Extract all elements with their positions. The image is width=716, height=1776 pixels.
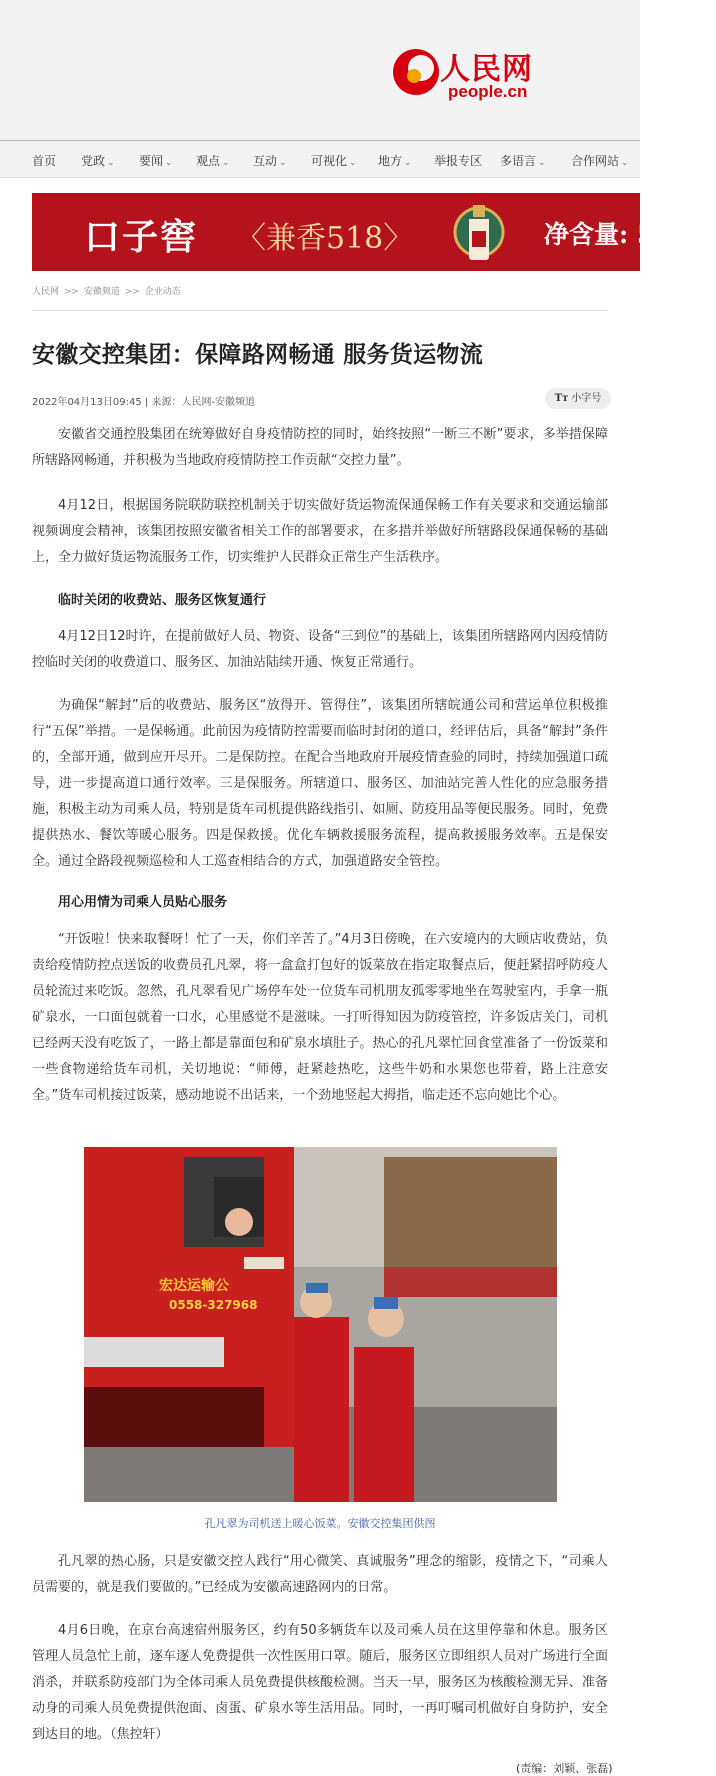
editor-credit: (责编：刘颖、张磊) (516, 1762, 613, 1775)
article-paragraph: “开饭啦！快来取餐呀！忙了一天，你们辛苦了。”4月3日傍晚，在六安境内的大顾店收费站，负责给疫情防控点送饭的收费员孔凡翠，将一盒盒打包好的饭菜放在指定取餐点后，便赶紧招呼防疫人员轮流过来吃饭。忽然，孔凡翠看见广场停车处一位货车司机朋友孤零零地坐在驾驶室内，手拿一瓶矿泉水，一口面包就着一口水，心里感觉不是滋味。一打听得知因为防疫管控，许多饭店关门，司机已经两天没有吃饭了，一路上都是靠面包和矿泉水填肚子。热心的孔凡翠忙回食堂准备了一份饭菜和一些食物递给货车司机，关切地说：“师傅，赶紧趁热吃，这些牛奶和水果您也带着，路上注意安全。”货车司机接过饭菜，感动地说不出话来，一个劲地竖起大拇指，临走还不忘向她比个心。 (32, 932, 608, 1103)
banner-brand: 口子窖 (84, 216, 199, 258)
nav-item-opinion[interactable]: 观点 ⌄ (196, 154, 230, 168)
chevron-down-icon: ⌄ (404, 158, 412, 168)
nav-item-news[interactable]: 要闻 ⌄ (139, 154, 173, 168)
nav-item-home[interactable]: 首页 (32, 154, 57, 168)
nav-item-partners[interactable]: 合作网站 ⌄ (571, 154, 629, 168)
font-size-label: 小字号 (571, 393, 602, 404)
chevron-down-icon: ⌄ (222, 158, 230, 168)
font-size-icon: Tт (554, 393, 569, 404)
breadcrumb (32, 284, 181, 297)
section-heading: 用心用情为司乘人员贴心服务 (58, 895, 228, 910)
breadcrumb-link-channel[interactable]: 安徽频道 (83, 287, 120, 297)
banner-product: 〈兼香518〉 (236, 221, 414, 256)
chevron-down-icon: ⌄ (349, 158, 357, 168)
photo-truck-phone: 0558-327968 (169, 1298, 258, 1312)
main-nav (0, 140, 640, 178)
photo-truck-label: 宏达运输公 (159, 1278, 229, 1294)
chevron-down-icon: ⌄ (621, 158, 629, 168)
site-header (0, 0, 640, 140)
chevron-down-icon: ⌄ (538, 158, 546, 168)
photo-caption: 孔凡翠为司机送上暖心饭菜。安徽交控集团供图 (204, 1517, 436, 1530)
nav-item-local[interactable]: 地方 ⌄ (378, 154, 412, 168)
breadcrumb-link-home[interactable]: 人民网 (32, 287, 60, 297)
article-paragraph: 孔凡翠的热心肠，只是安徽交控人践行“用心微笑、真诚服务”理念的缩影，疫情之下，“司乘人员需要的，就是我们要做的。”已经成为安徽高速路网内的日常。 (32, 1554, 608, 1595)
divider (32, 310, 608, 311)
nav-item-interact[interactable]: 互动 ⌄ (253, 154, 287, 168)
nav-item-party[interactable]: 党政 ⌄ (81, 154, 115, 168)
article-paragraph: 4月12日12时许，在提前做好人员、物资、设备“三到位”的基础上，该集团所辖路网内因疫情防控临时关闭的收费道口、服务区、加油站陆续开通、恢复正常通行。 (32, 629, 608, 670)
article-paragraph: 4月12日，根据国务院联防联控机制关于切实做好货运物流保通保畅工作有关要求和交通运输部视频调度会精神，该集团按照安徽省相关工作的部署要求，在多措并举做好所辖路段保通保畅的基础上，全力做好货运物流服务工作，切实维护人民群众正常生产生活秩序。 (32, 498, 608, 565)
nav-item-report[interactable]: 举报专区 (434, 154, 483, 168)
font-size-button[interactable] (545, 388, 611, 409)
logo-text-cn: 人民网 (440, 52, 533, 87)
section-heading: 临时关闭的收费站、服务区恢复通行 (58, 593, 267, 608)
article-meta: 2022年04月13日09:45 | 来源：人民网-安徽频道 (32, 397, 256, 408)
bottle-icon (454, 199, 504, 265)
chevron-down-icon: ⌄ (279, 158, 287, 168)
logo-mark-icon (390, 46, 442, 98)
article-paragraph: 4月6日晚，在京台高速宿州服务区，约有50多辆货车以及司乘人员在这里停靠和休息。服务区管理人员急忙上前，逐车逐人免费提供一次性医用口罩。随后，服务区立即组织人员对广场进行全面消杀，并联系防疫部门为全体司乘人员免费提供核酸检测。当天一早，服务区为核酸检测无异、准备动身的司乘人员免费提供泡面、卤蛋、矿泉水等生活用品。同时，一再叮嘱司机做好自身防护，安全到达目的地。（焦控轩） (32, 1623, 608, 1742)
breadcrumb-separator: >> (63, 287, 79, 297)
chevron-down-icon: ⌄ (107, 158, 115, 168)
article-paragraph: 安徽省交通控股集团在统筹做好自身疫情防控的同时，始终按照“一断三不断”要求，多举措保障所辖路网畅通，并积极为当地政府疫情防控工作贡献“交控力量”。 (32, 427, 608, 468)
article-photo (84, 1147, 557, 1502)
breadcrumb-separator: >> (124, 287, 140, 297)
ad-banner[interactable] (32, 193, 716, 271)
nav-item-visual[interactable]: 可视化 ⌄ (311, 154, 357, 168)
chevron-down-icon: ⌄ (165, 158, 173, 168)
banner-volume: 净含量: 518m (544, 220, 716, 249)
photo-illustration (84, 1147, 557, 1502)
nav-item-language[interactable]: 多语言 ⌄ (500, 154, 546, 168)
site-logo[interactable] (390, 44, 540, 104)
logo-text-en: people.cn (448, 82, 528, 101)
breadcrumb-link-section[interactable]: 企业动态 (144, 287, 181, 297)
article-paragraph: 为确保“解封”后的收费站、服务区“放得开、管得住”，该集团所辖皖通公司和营运单位积极推行“五保”举措。一是保畅通。此前因为疫情防控需要而临时封闭的道口，经评估后，具备“解封”条件的，全部开通，做到应开尽开。二是保防控。在配合当地政府开展疫情查验的同时，持续加强道口疏导，进一步提高道口通行效率。三是保服务。所辖道口、服务区、加油站完善人性化的应急服务措施，积极主动为司乘人员，特别是货车司机提供路线指引、如厕、防疫用品等便民服务。同时，免费提供热水、餐饮等暖心服务。四是保救援。优化车辆救援服务流程，提高救援服务效率。五是保安全。通过全路段视频巡检和人工巡查相结合的方式，加强道路安全管控。 (32, 698, 608, 869)
page-title: 安徽交控集团：保障路网畅通 服务货运物流 (32, 342, 484, 368)
